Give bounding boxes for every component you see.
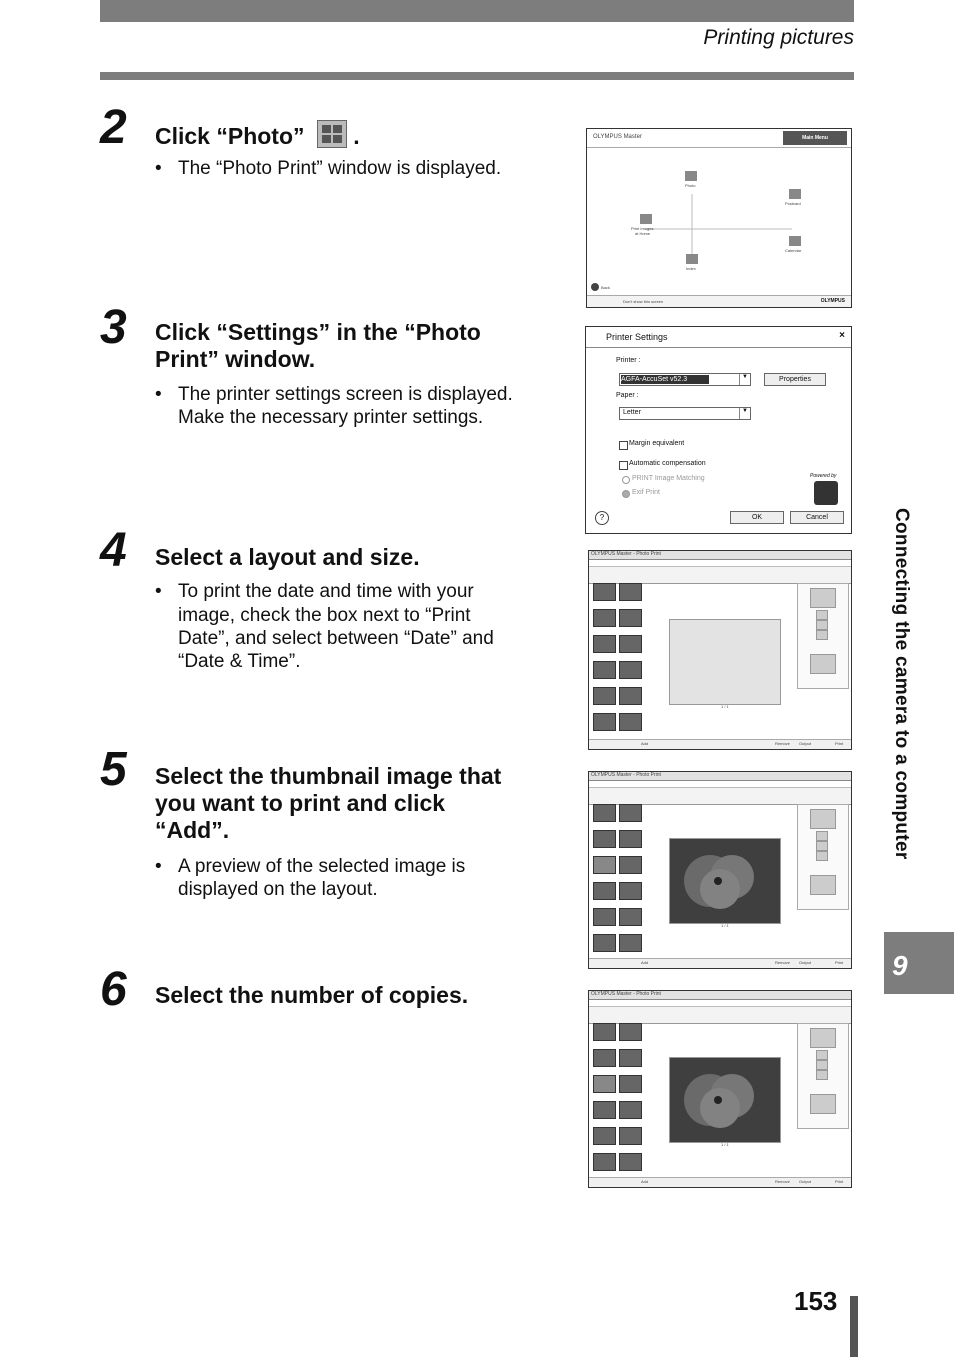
step-5-bullet: • A preview of the selected image is — [155, 856, 466, 877]
print-button[interactable]: Print — [835, 741, 844, 746]
paper-select[interactable] — [619, 407, 751, 420]
add-button[interactable]: Add — [641, 1179, 649, 1184]
properties-button[interactable]: Properties — [764, 373, 826, 386]
close-icon[interactable]: × — [839, 330, 845, 341]
output-label: Output — [799, 1179, 812, 1184]
thumbnail[interactable] — [593, 635, 616, 653]
layout-option[interactable] — [810, 1094, 836, 1114]
step-3-title-line2: Print” window. — [155, 346, 316, 372]
main-menu-titlebar — [587, 129, 851, 148]
printer-settings-title: Printer Settings — [606, 332, 668, 342]
step-5-bullet-line2: displayed on the layout. — [178, 879, 378, 900]
layout-option[interactable] — [816, 610, 828, 620]
output-label: Output — [799, 960, 812, 965]
photo-print-titlebar — [589, 772, 851, 781]
cancel-button[interactable]: Cancel — [790, 511, 844, 524]
thumbnail[interactable] — [619, 1049, 642, 1067]
photo-print-screenshot-2 — [588, 771, 852, 969]
layout-option[interactable] — [810, 875, 836, 895]
footer-checkbox-label[interactable]: Don't show this screen — [623, 299, 664, 304]
flower-photo-preview — [669, 838, 781, 924]
main-menu-screenshot — [586, 128, 852, 308]
thumbnail[interactable] — [619, 882, 642, 900]
thumbnail-list[interactable] — [591, 804, 649, 958]
thumbnail[interactable] — [593, 583, 616, 601]
thumbnail[interactable] — [619, 661, 642, 679]
print-image-matching-logo — [814, 481, 838, 505]
photo-print-screenshot-1 — [588, 550, 852, 750]
step-2-title — [155, 120, 360, 150]
step-2-bullet-text: The “Photo Print” window is displayed. — [178, 158, 502, 179]
photo-print-menubar[interactable] — [589, 560, 851, 567]
layout-panel[interactable] — [797, 1023, 849, 1129]
page-indicator: 1 / 1 — [721, 1142, 729, 1147]
thumbnail[interactable] — [593, 713, 616, 731]
layout-option[interactable] — [810, 1028, 836, 1048]
step-2-bullet: • The “Photo Print” window is displayed. — [155, 158, 502, 179]
thumbnail[interactable] — [619, 635, 642, 653]
print-button[interactable]: Print — [835, 960, 844, 965]
chapter-number: 9 — [892, 950, 908, 981]
step-number-4: 4 — [100, 524, 127, 577]
photo-print-toolbar[interactable] — [589, 788, 851, 805]
thumbnail-list[interactable] — [591, 583, 649, 737]
help-icon[interactable]: ? — [595, 511, 609, 525]
thumbnail[interactable] — [593, 661, 616, 679]
layout-option[interactable] — [816, 851, 828, 861]
margin-checkbox[interactable] — [619, 441, 628, 450]
add-button[interactable]: Add — [641, 741, 649, 746]
thumbnail[interactable] — [593, 1153, 616, 1171]
photo-print-toolbar[interactable] — [589, 567, 851, 584]
step-3-title-line1: Click “Settings” in the “Photo — [155, 319, 481, 345]
menu-item-postcard[interactable]: Postcard — [785, 201, 801, 206]
auto-comp-label: Automatic compensation — [629, 460, 706, 467]
step-4-bullet-line2: image, check the box next to “Print — [178, 605, 471, 626]
thumbnail[interactable] — [593, 830, 616, 848]
printer-settings-screenshot — [585, 326, 852, 534]
menu-item-photo[interactable]: Photo — [685, 183, 696, 188]
paper-select-value: Letter — [623, 409, 641, 416]
layout-panel[interactable] — [797, 583, 849, 689]
print-button[interactable]: Print — [835, 1179, 844, 1184]
remove-button[interactable]: Remove — [775, 960, 790, 965]
olympus-logo: OLYMPUS — [820, 298, 845, 304]
layout-option[interactable] — [816, 1070, 828, 1080]
photo-print-toolbar[interactable] — [589, 1007, 851, 1024]
page-number-rule — [850, 1296, 858, 1357]
photo-print-title: OLYMPUS Master - Photo Print — [591, 991, 661, 997]
layout-option[interactable] — [816, 1050, 828, 1060]
step-number-5: 5 — [100, 743, 127, 796]
layout-option[interactable] — [816, 620, 828, 630]
output-label: Output — [799, 741, 812, 746]
step-4-bullet-line4: “Date & Time”. — [178, 651, 301, 672]
step-number-2: 2 — [100, 101, 127, 154]
thumbnail[interactable] — [593, 1101, 616, 1119]
step-6-title: Select the number of copies. — [155, 982, 469, 1008]
step-3-bullet-line2: Make the necessary printer settings. — [178, 407, 484, 428]
thumbnail[interactable] — [593, 1127, 616, 1145]
printer-settings-titlebar — [586, 327, 851, 348]
menu-item-print-home[interactable]: Print Images — [631, 226, 654, 231]
main-menu-tab[interactable]: Main Menu — [783, 131, 847, 145]
pim-label: PRINT Image Matching — [632, 475, 705, 482]
layout-panel[interactable] — [797, 804, 849, 910]
thumbnail[interactable] — [619, 934, 642, 952]
step-4-title: Select a layout and size. — [155, 544, 420, 570]
flower-photo-preview — [669, 1057, 781, 1143]
remove-button[interactable]: Remove — [775, 1179, 790, 1184]
layout-option[interactable] — [810, 654, 836, 674]
step-4-bullet-line1: To print the date and time with your — [178, 581, 474, 602]
photo-print-screenshot-3 — [588, 990, 852, 1188]
thumbnail[interactable] — [619, 804, 642, 822]
step-5-bullet-line1: A preview of the selected image is — [178, 856, 466, 877]
step-2-title-period: . — [353, 123, 360, 149]
calendar-icon[interactable] — [789, 236, 801, 246]
thumbnail[interactable] — [593, 1049, 616, 1067]
exif-label: Exif Print — [632, 489, 661, 496]
powered-by-label: Powered by — [810, 473, 837, 479]
photo-print-statusbar — [589, 1177, 851, 1187]
step-number-3: 3 — [100, 301, 127, 354]
thumbnail[interactable] — [619, 1075, 642, 1093]
step-5-title-line3: “Add”. — [155, 817, 230, 843]
step-2-title-text: Click “Photo” — [155, 123, 305, 149]
printer-icon[interactable] — [640, 214, 652, 224]
thumbnail[interactable] — [593, 804, 616, 822]
layout-option[interactable] — [816, 831, 828, 841]
page-indicator: 1 / 1 — [721, 923, 729, 928]
layout-preview-page — [669, 619, 781, 705]
main-menu-connectors — [587, 149, 851, 299]
thumbnail[interactable] — [619, 609, 642, 627]
printer-select-value: AGFA-AccuSet v52.3 — [621, 375, 709, 384]
thumbnail[interactable] — [619, 830, 642, 848]
main-menu-title: OLYMPUS Master — [593, 134, 642, 140]
chapter-side-label — [884, 508, 914, 928]
thumbnail[interactable] — [619, 1127, 642, 1145]
thumbnail[interactable] — [619, 687, 642, 705]
thumbnail[interactable] — [593, 908, 616, 926]
thumbnail-selected[interactable] — [593, 1075, 616, 1093]
photo-print-menubar[interactable] — [589, 781, 851, 788]
add-button[interactable]: Add — [641, 960, 649, 965]
back-label[interactable]: Back — [601, 285, 610, 290]
printer-select[interactable] — [619, 373, 751, 386]
step-4-bullet: • To print the date and time with your — [155, 581, 474, 602]
layout-option[interactable] — [810, 809, 836, 829]
header-rule — [100, 72, 854, 80]
pim-radio[interactable] — [622, 476, 630, 484]
step-5-title-line1: Select the thumbnail image that — [155, 763, 502, 789]
main-menu-footer — [587, 295, 851, 308]
photo-print-title: OLYMPUS Master - Photo Print — [591, 772, 661, 778]
thumbnail[interactable] — [619, 908, 642, 926]
thumbnail[interactable] — [619, 1023, 642, 1041]
thumbnail[interactable] — [593, 1023, 616, 1041]
photo-print-menubar[interactable] — [589, 1000, 851, 1007]
postcard-icon[interactable] — [789, 189, 801, 199]
step-5-title-line2: you want to print and click — [155, 790, 446, 816]
index-icon[interactable] — [686, 254, 698, 264]
step-3-bullet: • The printer settings screen is displayed. — [155, 384, 513, 405]
margin-label: Margin equivalent — [629, 440, 685, 447]
menu-item-calendar[interactable]: Calendar — [785, 248, 802, 253]
page-indicator: 1 / 1 — [721, 704, 729, 709]
step-3-bullet-text: The printer settings screen is displayed. — [178, 384, 513, 405]
photo-print-titlebar — [589, 551, 851, 560]
chapter-side-label-text: Connecting the camera to a computer — [891, 508, 912, 860]
ok-button[interactable]: OK — [730, 511, 784, 524]
photo-print-statusbar — [589, 958, 851, 968]
thumbnail[interactable] — [619, 1101, 642, 1119]
photo-icon[interactable] — [685, 171, 697, 181]
header-bar — [100, 0, 854, 22]
photo-print-titlebar — [589, 991, 851, 1000]
thumbnail[interactable] — [619, 856, 642, 874]
thumbnail[interactable] — [619, 583, 642, 601]
chevron-down-icon[interactable]: ▼ — [739, 408, 750, 419]
menu-item-index[interactable]: Index — [686, 266, 696, 271]
page-section-title: Printing pictures — [703, 26, 854, 49]
menu-item-print-home-line2[interactable]: at Home — [635, 231, 651, 236]
page-number: 153 — [794, 1286, 838, 1316]
thumbnail[interactable] — [619, 1153, 642, 1171]
thumbnail[interactable] — [593, 687, 616, 705]
remove-button[interactable]: Remove — [775, 741, 790, 746]
photo-print-statusbar — [589, 739, 851, 749]
thumbnail[interactable] — [593, 934, 616, 952]
thumbnail[interactable] — [593, 609, 616, 627]
chapter-tab — [884, 932, 954, 994]
thumbnail[interactable] — [593, 882, 616, 900]
layout-option[interactable] — [816, 630, 828, 640]
chevron-down-icon[interactable]: ▼ — [739, 374, 750, 385]
thumbnail-selected[interactable] — [593, 856, 616, 874]
thumbnail[interactable] — [619, 713, 642, 731]
printer-label: Printer : — [616, 357, 641, 364]
photo-print-title: OLYMPUS Master - Photo Print — [591, 551, 661, 557]
layout-option[interactable] — [816, 841, 828, 851]
auto-comp-checkbox[interactable] — [619, 461, 628, 470]
layout-option[interactable] — [816, 1060, 828, 1070]
paper-label: Paper : — [616, 392, 639, 399]
back-icon[interactable] — [591, 283, 599, 291]
layout-option[interactable] — [810, 588, 836, 608]
photo-grid-icon — [317, 120, 347, 148]
step-4-bullet-line3: Date”, and select between “Date” and — [178, 628, 494, 649]
exif-radio[interactable] — [622, 490, 630, 498]
step-number-6: 6 — [100, 963, 127, 1016]
thumbnail-list[interactable] — [591, 1023, 649, 1177]
